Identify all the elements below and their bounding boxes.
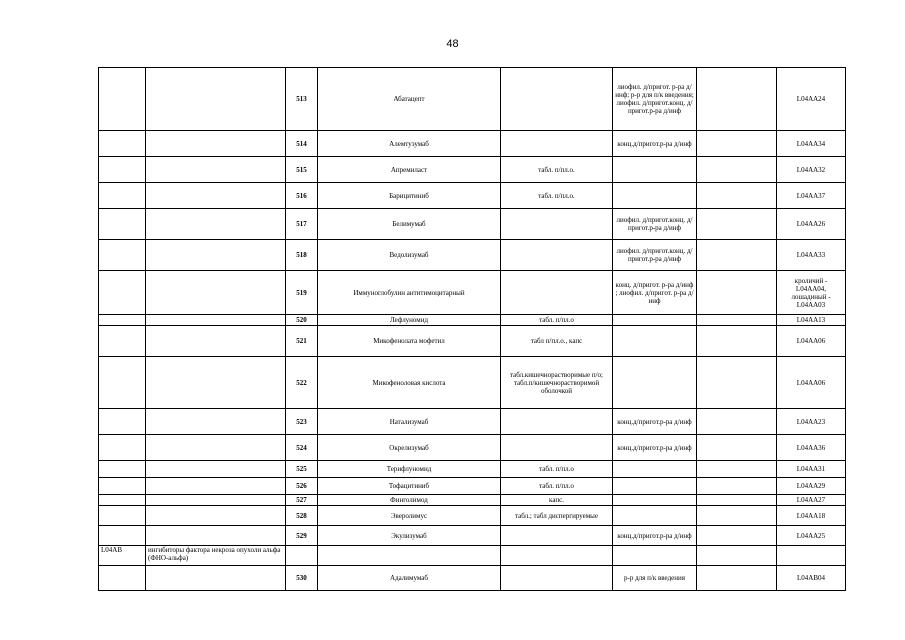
row-group-cell <box>146 478 286 495</box>
row-group-cell <box>146 157 286 183</box>
row-group-cell <box>146 357 286 409</box>
table-row <box>99 157 846 183</box>
row-drug-name-cell <box>318 546 501 566</box>
row-form-injection-cell <box>613 326 697 357</box>
row-atc-code-cell: L04AA33 <box>777 240 846 271</box>
row-code-cell <box>99 183 146 209</box>
row-number-cell: 516 <box>286 183 318 209</box>
row-group-cell <box>146 409 286 435</box>
row-form-tablet-cell <box>501 435 613 461</box>
row-group-cell <box>146 435 286 461</box>
row-atc-code-cell: L04AA27 <box>777 495 846 506</box>
row-extra-cell <box>697 461 777 478</box>
row-form-tablet-cell: табл. п/пл.о <box>501 478 613 495</box>
row-code-cell <box>99 478 146 495</box>
table-row <box>99 478 846 495</box>
row-extra-cell <box>697 478 777 495</box>
row-number-cell: 514 <box>286 131 318 157</box>
row-code-cell <box>99 526 146 546</box>
row-extra-cell <box>697 131 777 157</box>
table-row <box>99 131 846 157</box>
row-code-cell <box>99 409 146 435</box>
row-drug-name-cell: Иммуноглобулин антитимоцитарный <box>318 271 501 315</box>
row-form-injection-cell <box>613 183 697 209</box>
row-extra-cell <box>697 435 777 461</box>
row-extra-cell <box>697 495 777 506</box>
row-group-cell <box>146 495 286 506</box>
table-row <box>99 68 846 131</box>
row-form-injection-cell: лиофил. д/пригот.конц. д/пригот.р-ра д/инф <box>613 209 697 240</box>
row-number-cell: 513 <box>286 68 318 131</box>
row-drug-name-cell: Тофацитиниб <box>318 478 501 495</box>
row-group-cell <box>146 506 286 526</box>
row-atc-code-cell: L04AA34 <box>777 131 846 157</box>
row-number-cell: 515 <box>286 157 318 183</box>
row-form-injection-cell <box>613 157 697 183</box>
table-row <box>99 495 846 506</box>
row-number-cell: 520 <box>286 315 318 326</box>
table-row <box>99 435 846 461</box>
row-number-cell: 530 <box>286 566 318 591</box>
row-group-cell <box>146 566 286 591</box>
row-form-tablet-cell: табл. п/пл.о <box>501 315 613 326</box>
row-drug-name-cell: Адалимумаб <box>318 566 501 591</box>
row-drug-name-cell: Алемтузумаб <box>318 131 501 157</box>
row-form-injection-cell: лиофил. д/пригот. р-ра д/инф; р-р для п/к введения; лиофил. д/пригот.конц. д/пригот.р-ра д/инф <box>613 68 697 131</box>
page-number: 48 <box>446 38 459 50</box>
drug-table <box>98 67 846 591</box>
row-atc-code-cell: L04AA06 <box>777 357 846 409</box>
row-code-cell <box>99 461 146 478</box>
row-form-tablet-cell: табл. п/пл.о. <box>501 183 613 209</box>
row-form-injection-cell: конц.д/пригот.р-ра д/инф <box>613 435 697 461</box>
row-number-cell <box>286 546 318 566</box>
row-atc-code-cell: L04AA26 <box>777 209 846 240</box>
row-extra-cell <box>697 183 777 209</box>
row-group-cell <box>146 240 286 271</box>
table-row <box>99 409 846 435</box>
row-number-cell: 522 <box>286 357 318 409</box>
table-row <box>99 326 846 357</box>
row-drug-name-cell: Окрелизумаб <box>318 435 501 461</box>
row-number-cell: 526 <box>286 478 318 495</box>
row-atc-code-cell: L04AA36 <box>777 435 846 461</box>
row-atc-code-cell: L04AA23 <box>777 409 846 435</box>
row-group-cell <box>146 131 286 157</box>
row-group-cell <box>146 183 286 209</box>
row-code-cell <box>99 271 146 315</box>
row-form-tablet-cell: табл. п/пл.о. <box>501 157 613 183</box>
row-form-injection-cell: р-р для п/к введения <box>613 566 697 591</box>
row-form-injection-cell <box>613 461 697 478</box>
row-code-cell <box>99 566 146 591</box>
row-number-cell: 518 <box>286 240 318 271</box>
row-form-injection-cell <box>613 315 697 326</box>
row-number-cell: 529 <box>286 526 318 546</box>
row-drug-name-cell: Микофеноловая кислота <box>318 357 501 409</box>
row-extra-cell <box>697 271 777 315</box>
row-form-injection-cell: конц.д/пригот.р-ра д/инф <box>613 131 697 157</box>
row-form-tablet-cell: капс. <box>501 495 613 506</box>
table-row <box>99 315 846 326</box>
row-form-injection-cell <box>613 506 697 526</box>
row-extra-cell <box>697 240 777 271</box>
row-number-cell: 527 <box>286 495 318 506</box>
row-form-injection-cell <box>613 478 697 495</box>
row-atc-code-cell: L04AA29 <box>777 478 846 495</box>
row-atc-code-cell: L04AA25 <box>777 526 846 546</box>
row-number-cell: 524 <box>286 435 318 461</box>
table-row <box>99 526 846 546</box>
row-code-cell <box>99 209 146 240</box>
row-number-cell: 525 <box>286 461 318 478</box>
row-form-tablet-cell <box>501 209 613 240</box>
row-atc-code-cell: L04AA31 <box>777 461 846 478</box>
row-code-cell: L04AB <box>99 546 146 566</box>
row-form-injection-cell: лиофил. д/пригот.конц. д/пригот.р-ра д/инф <box>613 240 697 271</box>
row-code-cell <box>99 435 146 461</box>
row-number-cell: 521 <box>286 326 318 357</box>
row-form-tablet-cell <box>501 566 613 591</box>
row-extra-cell <box>697 315 777 326</box>
table-row <box>99 461 846 478</box>
table-row <box>99 183 846 209</box>
row-code-cell <box>99 495 146 506</box>
row-atc-code-cell: L04AA24 <box>777 68 846 131</box>
row-form-injection-cell <box>613 495 697 506</box>
row-extra-cell <box>697 357 777 409</box>
row-form-tablet-cell: табл п/пл.о., капс <box>501 326 613 357</box>
row-drug-name-cell: Апремиласт <box>318 157 501 183</box>
row-group-cell <box>146 271 286 315</box>
row-form-tablet-cell <box>501 271 613 315</box>
table-row <box>99 506 846 526</box>
row-form-injection-cell <box>613 546 697 566</box>
row-code-cell <box>99 357 146 409</box>
table-row <box>99 357 846 409</box>
row-group-cell <box>146 209 286 240</box>
row-form-tablet-cell: табл.кишечнорастворимые п/о; табл.п/кишечнорастворимой оболочкой <box>501 357 613 409</box>
row-form-tablet-cell <box>501 546 613 566</box>
row-extra-cell <box>697 209 777 240</box>
row-atc-code-cell: L04AA32 <box>777 157 846 183</box>
row-form-tablet-cell: табл. п/пл.о <box>501 461 613 478</box>
row-group-cell: ингибиторы фактора некроза опухоли альфа (ФНО-альфа) <box>146 546 286 566</box>
row-form-injection-cell: конц.д/пригот.р-ра д/инф <box>613 409 697 435</box>
row-drug-name-cell: Микофенолата мофетил <box>318 326 501 357</box>
table-row <box>99 209 846 240</box>
row-atc-code-cell: L04AA18 <box>777 506 846 526</box>
row-group-cell <box>146 526 286 546</box>
row-form-tablet-cell <box>501 409 613 435</box>
row-extra-cell <box>697 546 777 566</box>
row-extra-cell <box>697 157 777 183</box>
row-atc-code-cell: L04AB04 <box>777 566 846 591</box>
row-atc-code-cell: L04AA06 <box>777 326 846 357</box>
row-drug-name-cell: Финголимод <box>318 495 501 506</box>
row-form-tablet-cell: табл.; табл диспергируемые <box>501 506 613 526</box>
row-code-cell <box>99 131 146 157</box>
row-drug-name-cell: Абатацепт <box>318 68 501 131</box>
table-row <box>99 240 846 271</box>
row-extra-cell <box>697 526 777 546</box>
row-code-cell <box>99 506 146 526</box>
row-atc-code-cell: L04AA13 <box>777 315 846 326</box>
row-drug-name-cell: Ведолизумаб <box>318 240 501 271</box>
row-form-tablet-cell <box>501 131 613 157</box>
row-extra-cell <box>697 506 777 526</box>
row-code-cell <box>99 240 146 271</box>
drug-table-body <box>99 68 846 591</box>
row-extra-cell <box>697 68 777 131</box>
row-code-cell <box>99 68 146 131</box>
row-group-cell <box>146 461 286 478</box>
row-atc-code-cell: кроличий - L04AA04, лошадиный - L04AA03 <box>777 271 846 315</box>
row-code-cell <box>99 315 146 326</box>
table-row <box>99 271 846 315</box>
row-code-cell <box>99 326 146 357</box>
row-extra-cell <box>697 326 777 357</box>
row-atc-code-cell: L04AA37 <box>777 183 846 209</box>
row-form-injection-cell <box>613 357 697 409</box>
row-drug-name-cell: Терифлуномид <box>318 461 501 478</box>
row-group-cell <box>146 326 286 357</box>
row-atc-code-cell <box>777 546 846 566</box>
row-drug-name-cell: Барицитиниб <box>318 183 501 209</box>
row-group-cell <box>146 315 286 326</box>
row-number-cell: 523 <box>286 409 318 435</box>
row-number-cell: 519 <box>286 271 318 315</box>
row-form-tablet-cell <box>501 526 613 546</box>
row-drug-name-cell: Белимумаб <box>318 209 501 240</box>
row-form-injection-cell: конц. д/пригот. р-ра д/инф ; лиофил. д/пригот. р-ра д/инф <box>613 271 697 315</box>
row-form-tablet-cell <box>501 68 613 131</box>
row-form-injection-cell: конц.д/пригот.р-ра д/инф <box>613 526 697 546</box>
row-form-tablet-cell <box>501 240 613 271</box>
row-drug-name-cell: Лефлуномид <box>318 315 501 326</box>
row-drug-name-cell: Эверолимус <box>318 506 501 526</box>
row-number-cell: 517 <box>286 209 318 240</box>
table-row <box>99 566 846 591</box>
table-row <box>99 546 846 566</box>
row-drug-name-cell: Натализумаб <box>318 409 501 435</box>
row-group-cell <box>146 68 286 131</box>
row-code-cell <box>99 157 146 183</box>
row-number-cell: 528 <box>286 506 318 526</box>
row-extra-cell <box>697 409 777 435</box>
row-extra-cell <box>697 566 777 591</box>
row-drug-name-cell: Экулизумаб <box>318 526 501 546</box>
